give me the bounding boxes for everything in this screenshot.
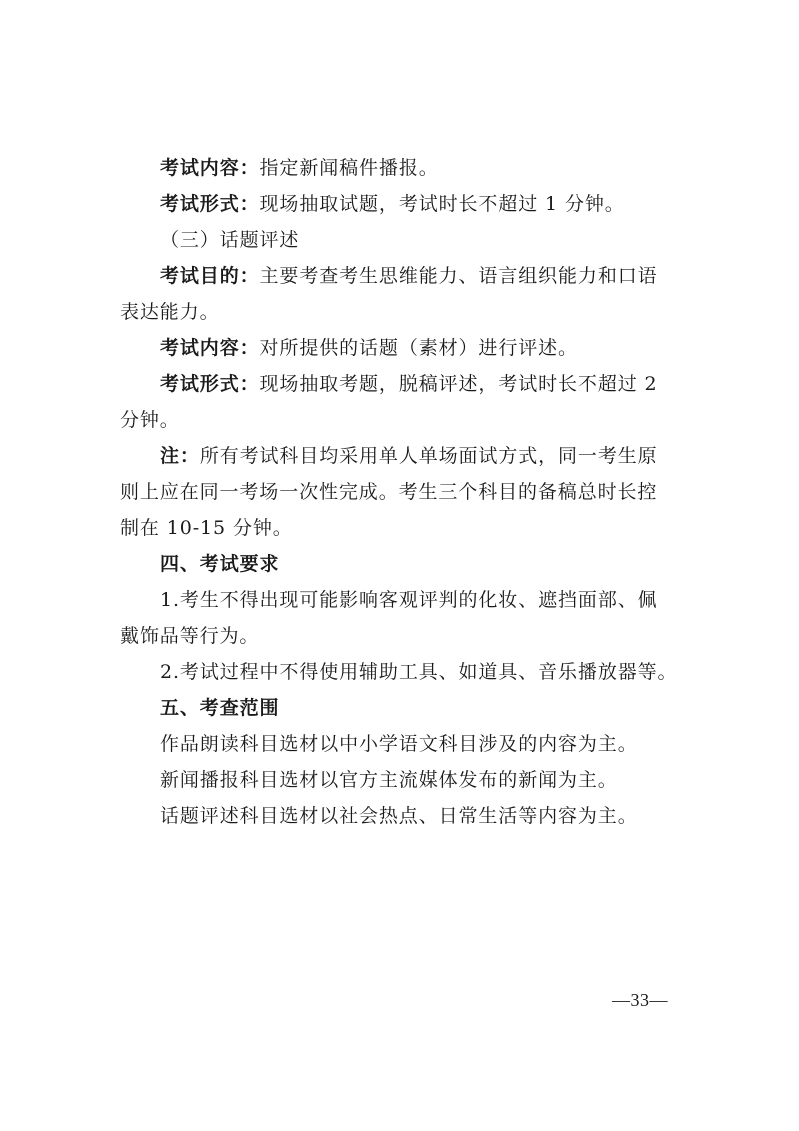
scope-topic: 话题评述科目选材以社会热点、日常生活等内容为主。 [160,805,638,827]
text: 主要考查考生思维能力、语言组织能力和口语 [259,265,658,287]
label: 考试形式： [160,373,260,395]
requirement-1: 1.考生不得出现可能影响客观评判的化妆、遮挡面部、佩 [160,589,658,611]
text: 对所提供的话题（素材）进行评述。 [259,337,578,359]
scope-reading: 作品朗读科目选材以中小学语文科目涉及的内容为主。 [160,733,638,755]
text: 指定新闻稿件播报。 [259,157,439,179]
document-page [120,150,680,834]
paragraph-note-cont-2: 制在 10-15 分钟。 [120,517,293,539]
text: 所有考试科目均采用单人单场面试方式，同一考生原 [199,445,658,467]
paragraph-format-news [120,186,680,222]
text: 现场抽取考题，脱稿评述，考试时长不超过 2 [259,373,658,395]
page-number: —33— [612,990,668,1010]
paragraph-note [120,438,680,474]
scope-news: 新闻播报科目选材以官方主流媒体发布的新闻为主。 [160,769,618,791]
label: 考试内容： [160,157,260,179]
paragraph-purpose-topic [120,258,680,294]
label: 注： [160,445,200,467]
paragraph-content-news [120,150,680,186]
text: 现场抽取试题，考试时长不超过 1 分钟。 [259,193,625,215]
label: 考试目的： [160,265,260,287]
paragraph-content-topic [120,330,680,366]
requirement-1-cont: 戴饰品等行为。 [120,625,260,647]
heading-exam-requirements: 四、考试要求 [160,553,280,575]
subheading-topic-commentary: （三）话题评述 [160,229,300,251]
heading-exam-scope: 五、考查范围 [160,697,280,719]
requirement-2: 2.考试过程中不得使用辅助工具、如道具、音乐播放器等。 [160,661,678,683]
label: 考试内容： [160,337,260,359]
label: 考试形式： [160,193,260,215]
paragraph-note-cont-1: 则上应在同一考场一次性完成。考生三个科目的备稿总时长控 [120,481,658,503]
paragraph-purpose-topic-cont: 表达能力。 [120,301,220,323]
paragraph-format-topic-cont: 分钟。 [120,409,180,431]
paragraph-format-topic [120,366,680,402]
